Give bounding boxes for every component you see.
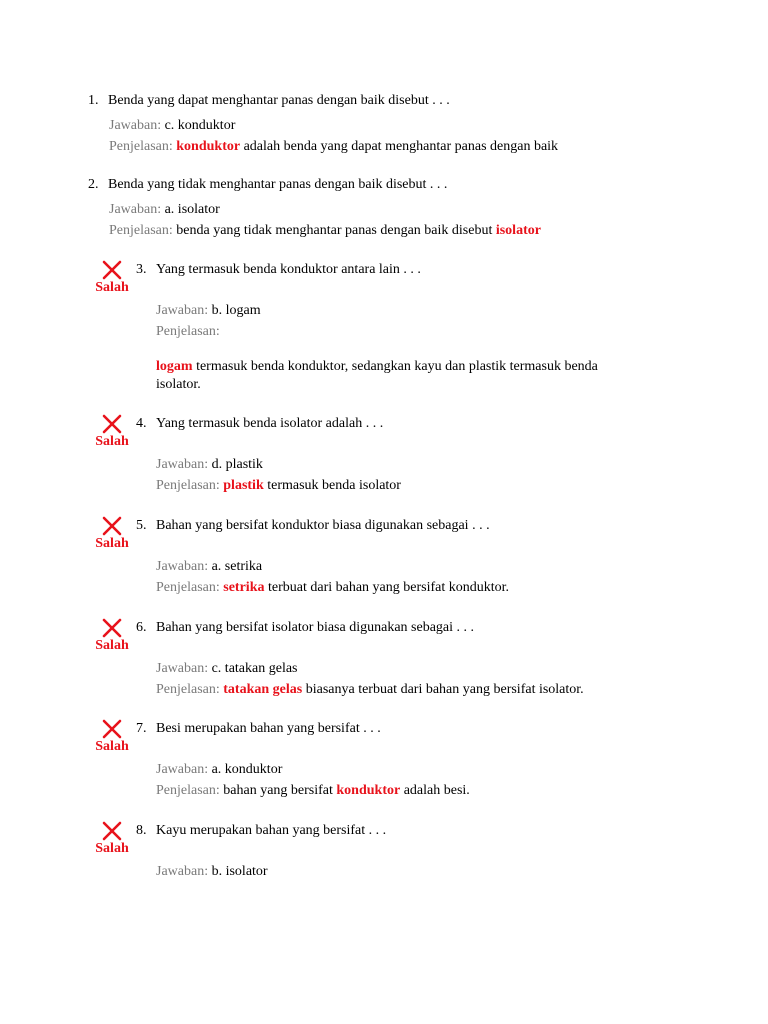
explanation-post: adalah benda yang dapat menghantar panas dengan baik [240,139,559,154]
explanation-highlight: tatakan gelas [223,682,303,697]
cross-icon [101,821,123,841]
wrong-label: Salah [95,739,129,754]
explanation-highlight: logam [156,359,193,374]
cross-icon [101,260,123,280]
explanation-line [156,477,401,495]
explanation-line [156,681,584,699]
explanation-post: termasuk benda konduktor, sedangkan kayu dan plastik termasuk benda isolator. [156,359,598,392]
question-prompt: Kayu merupakan bahan yang bersifat . . . [156,823,387,838]
explanation-pre: benda yang tidak menghantar panas dengan baik disebut [176,223,496,238]
answer-line [156,660,298,678]
question-text [136,415,383,433]
answer-label: Jawaban: [109,118,162,133]
explanation-line [109,222,541,240]
wrong-label: Salah [95,638,129,653]
cross-icon [101,719,123,739]
question-prompt: Yang termasuk benda isolator adalah . . . [156,416,384,431]
explanation-line [156,782,470,800]
question-text [136,517,490,535]
answer-label: Jawaban: [156,457,209,472]
wrong-mark [92,260,132,296]
answer-label: Jawaban: [156,864,209,879]
question-number: 5. [136,518,147,533]
explanation-post: termasuk benda isolator [263,478,401,493]
explanation-label: Penjelasan: [156,783,220,798]
question-prompt: Bahan yang bersifat isolator biasa digunakan sebagai . . . [156,620,475,635]
explanation-line [109,138,558,156]
answer-line [109,201,220,219]
answer-line [109,117,235,135]
question-number: 4. [136,416,147,431]
question-text [136,619,474,637]
cross-icon [101,618,123,638]
answer-line [156,456,263,474]
question-text [88,92,450,110]
answer-line [156,761,282,779]
answer-value: b. logam [211,303,261,318]
answer-line [156,558,262,576]
answer-line [156,302,261,320]
answer-value: d. plastik [211,457,263,472]
explanation-body [156,358,646,394]
wrong-label: Salah [95,536,129,551]
answer-value: a. isolator [164,202,220,217]
wrong-label: Salah [95,434,129,449]
wrong-mark [92,414,132,450]
question-number: 2. [88,177,99,192]
question-number: 1. [88,93,99,108]
answer-label: Jawaban: [156,303,209,318]
explanation-post: adalah besi. [400,783,470,798]
answer-value: c. konduktor [164,118,236,133]
question-number: 3. [136,262,147,277]
explanation-label: Penjelasan: [156,478,220,493]
explanation-highlight: konduktor [336,783,401,798]
answer-value: b. isolator [211,864,268,879]
explanation-highlight: plastik [223,478,264,493]
explanation-label: Penjelasan: [156,682,220,697]
question-text [136,720,381,738]
answer-line [156,863,268,881]
question-prompt: Benda yang dapat menghantar panas dengan baik disebut . . . [108,93,450,108]
wrong-mark [92,618,132,654]
question-prompt: Benda yang tidak menghantar panas dengan baik disebut . . . [108,177,448,192]
answer-value: a. konduktor [211,762,283,777]
answer-label: Jawaban: [156,661,209,676]
explanation-pre: bahan yang bersifat [223,783,337,798]
wrong-mark [92,821,132,857]
answer-value: c. tatakan gelas [211,661,298,676]
question-number: 7. [136,721,147,736]
question-prompt: Bahan yang bersifat konduktor biasa digunakan sebagai . . . [156,518,490,533]
explanation-label-line [156,323,220,341]
question-number: 6. [136,620,147,635]
question-prompt: Besi merupakan bahan yang bersifat . . . [156,721,381,736]
explanation-highlight: setrika [223,580,265,595]
question-text [88,176,447,194]
explanation-line [156,579,509,597]
wrong-label: Salah [95,280,129,295]
explanation-label: Penjelasan: [156,580,220,595]
cross-icon [101,414,123,434]
answer-label: Jawaban: [156,762,209,777]
wrong-mark [92,516,132,552]
question-number: 8. [136,823,147,838]
question-prompt: Yang termasuk benda konduktor antara lain . . . [156,262,421,277]
answer-value: a. setrika [211,559,263,574]
explanation-post: biasanya terbuat dari bahan yang bersifat isolator. [302,682,584,697]
explanation-post: terbuat dari bahan yang bersifat konduktor. [264,580,510,595]
cross-icon [101,516,123,536]
answer-label: Jawaban: [109,202,162,217]
explanation-highlight: konduktor [176,139,241,154]
wrong-label: Salah [95,841,129,856]
explanation-label: Penjelasan: [109,223,173,238]
question-text [136,261,421,279]
wrong-mark [92,719,132,755]
explanation-highlight: isolator [495,223,541,238]
explanation-label: Penjelasan: [156,324,220,339]
explanation-label: Penjelasan: [109,139,173,154]
question-text [136,822,386,840]
answer-label: Jawaban: [156,559,209,574]
